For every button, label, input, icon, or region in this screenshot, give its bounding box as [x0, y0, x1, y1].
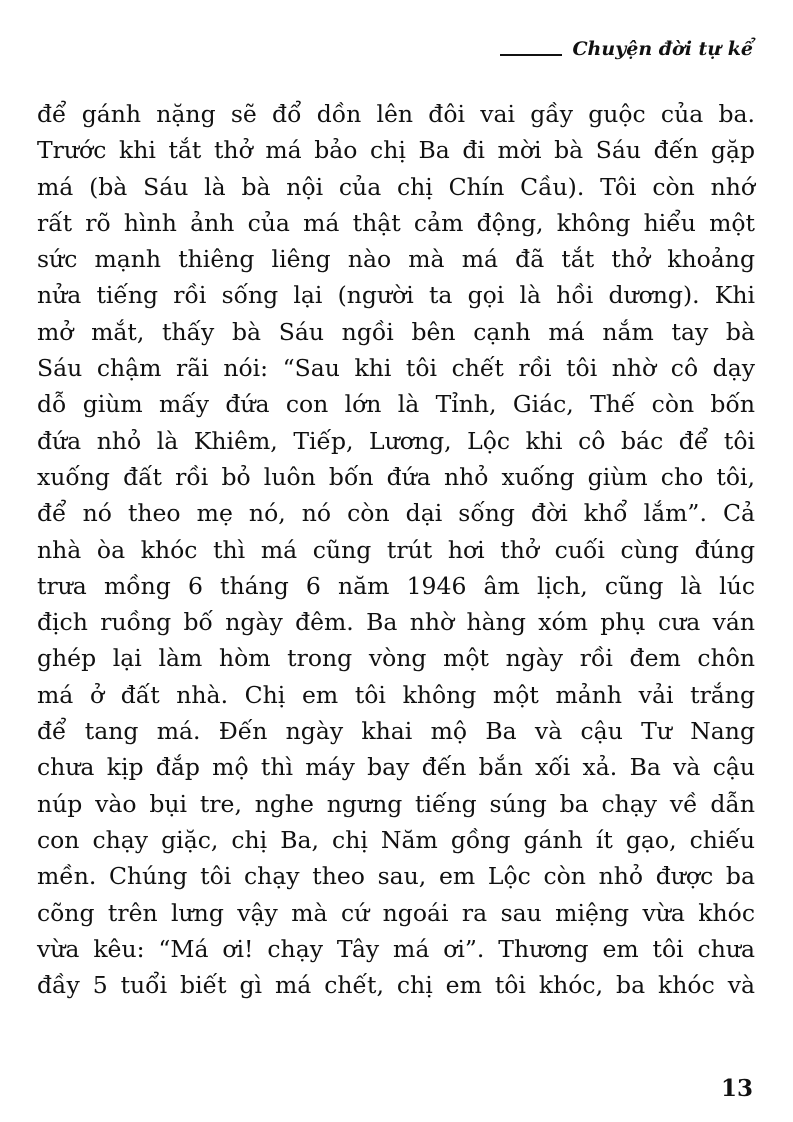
- text-line: đầy 5 tuổi biết gì má chết, chị em tôi khóc, ba khóc và: [37, 971, 755, 1000]
- text-line: cõng trên lưng vậy mà cứ ngoái ra sau miệng vừa khóc: [37, 898, 755, 927]
- page-number: 13: [720, 1075, 753, 1102]
- text-line: sức mạnh thiêng liêng nào mà má đã tắt thở khoảng: [37, 245, 755, 274]
- text-line: để gánh nặng sẽ đổ dồn lên đôi vai gầy guộc của ba.: [37, 100, 755, 128]
- text-line: nhà òa khóc thì má cũng trút hơi thở cuối cùng đúng: [37, 535, 755, 564]
- text-line: con chạy giặc, chị Ba, chị Năm gồng gánh ít gạo, chiếu: [37, 825, 755, 854]
- text-line: đứa nhỏ là Khiêm, Tiếp, Lương, Lộc khi cô bác để tôi: [37, 426, 755, 455]
- text-line: địch ruồng bố ngày đêm. Ba nhờ hàng xóm phụ cưa ván: [37, 608, 755, 637]
- text-line: vừa kêu: “Má ơi! chạy Tây má ơi”. Thương em tôi chưa: [37, 934, 755, 963]
- text-line: xuống đất rồi bỏ luôn bốn đứa nhỏ xuống giùm cho tôi,: [37, 462, 755, 491]
- running-header: [500, 38, 753, 60]
- text-line: chưa kịp đắp mộ thì máy bay đến bắn xối xả. Ba và cậu: [37, 753, 755, 782]
- text-line: trưa mồng 6 tháng 6 năm 1946 âm lịch, cũng là lúc: [37, 571, 755, 600]
- text-line: má (bà Sáu là bà nội của chị Chín Cầu). Tôi còn nhớ: [37, 172, 755, 201]
- text-line: mền. Chúng tôi chạy theo sau, em Lộc còn nhỏ được ba: [37, 862, 755, 891]
- text-line: rất rõ hình ảnh của má thật cảm động, không hiểu một: [37, 208, 755, 237]
- text-line: mở mắt, thấy bà Sáu ngồi bên cạnh má nắm tay bà: [37, 317, 755, 346]
- text-line: má ở đất nhà. Chị em tôi không một mảnh vải trắng: [37, 680, 755, 709]
- running-title: Chuyện đời tự kể: [572, 38, 753, 60]
- text-line: để tang má. Đến ngày khai mộ Ba và cậu Tư Nang: [37, 717, 755, 746]
- body-text: [37, 96, 755, 1003]
- text-line: ghép lại làm hòm trong vòng một ngày rồi đem chôn: [37, 644, 755, 673]
- text-line: để nó theo mẹ nó, nó còn dại sống đời khổ lắm”. Cả: [37, 499, 755, 528]
- text-line: dỗ giùm mấy đứa con lớn là Tỉnh, Giác, Thế còn bốn: [37, 390, 755, 419]
- header-rule: [500, 54, 562, 56]
- text-line: núp vào bụi tre, nghe ngưng tiếng súng ba chạy về dẫn: [37, 789, 755, 818]
- text-line: nửa tiếng rồi sống lại (người ta gọi là hồi dương). Khi: [37, 281, 755, 310]
- text-line: Trước khi tắt thở má bảo chị Ba đi mời bà Sáu đến gặp: [37, 136, 755, 165]
- text-line: Sáu chậm rãi nói: “Sau khi tôi chết rồi tôi nhờ cô dạy: [37, 354, 755, 383]
